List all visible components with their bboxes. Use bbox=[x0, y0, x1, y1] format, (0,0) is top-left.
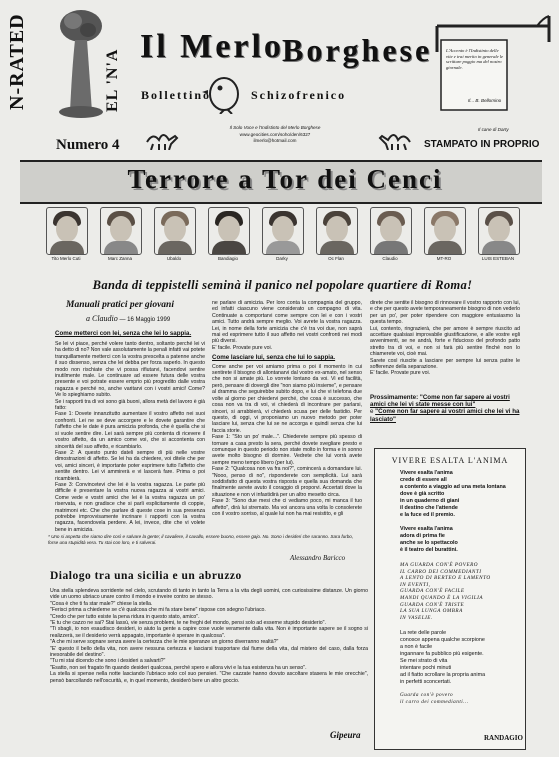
masthead-email: ilmerlo@hotmail.com bbox=[253, 138, 297, 143]
face-caption-7: Claudio bbox=[382, 256, 398, 261]
col2-p1: ne parlare di amicizia. Per loro conta la compagnia del gruppo, ed infatti ciascuno viene considerato un compagno di vita. Continuate a comportarvi come sempre con lei e con i vostri amici. Tutto andrà sempre meglio. Voi avrete la vostra ragazza. Lei, in nome della forte amicizia che c'è tra voi due, non saprà mai ed esprimere tutto il suo affetto nei vostri confronti nei modi più diversi. bbox=[212, 300, 362, 345]
dialogo-paragraph: "E' questo il bello della vita, non avere nessuna certezza e lasciarsi trasportare dal fiume della vita, dal mistero del caso, dalla forza inesorabile del destino". bbox=[50, 645, 368, 659]
poem-line: GUARDA CON'È FACILE bbox=[400, 588, 465, 595]
poem-signature: RANDAGIO bbox=[484, 734, 523, 742]
dialogo-paragraph: "Esatto, non sei fragato fin quando desideri qualcosa, perché spero e allora vivi e la tua esistenza ha un senso". bbox=[50, 664, 307, 671]
poem-line: il carro dei commedianti... bbox=[400, 698, 469, 705]
hanging-sign-signature: Il... B. Bellomino bbox=[468, 98, 502, 103]
poem-line: ingannare fa pubblico più esigente. bbox=[400, 651, 484, 657]
poem-line: LA SUA LUNGA OMBRA bbox=[400, 608, 463, 615]
face-photo-6 bbox=[316, 207, 358, 255]
faces-row bbox=[40, 207, 530, 271]
col3-p1: direte che sentite il bisogno di rinnovare il vostro rapporto con lui, e che per questo avete temporaneamente bisogno di non vederlo per un po', per poter ripendere con maggiore entusiasmo la questa tempo. bbox=[370, 300, 520, 326]
col1-date: — 16 Maggio 1999 bbox=[119, 317, 171, 323]
dialogo-paragraph: "Ferisci prima a chiederne se c'è qualcosa che mi fa stare bene" rispose con sdegno l'ubriaco. bbox=[50, 607, 266, 614]
face-caption-8: MT-RO bbox=[436, 256, 452, 261]
face-caption-6: Oc Flan bbox=[328, 256, 344, 261]
face-caption-3: Ubaldo bbox=[166, 256, 182, 261]
face-photo-9 bbox=[478, 207, 520, 255]
face-caption-9: LUIS ESTEBAN bbox=[481, 256, 515, 261]
face-photo-8 bbox=[424, 207, 466, 255]
poem-line: IN VASELIE. bbox=[400, 614, 433, 621]
col2-p2: E' facile. Provate pure voi. bbox=[212, 344, 273, 351]
poem-line: in perfetti sconcertati. bbox=[400, 679, 452, 685]
poem-line: in un quaderno di giani bbox=[400, 498, 460, 504]
col1-heading: Manuali pratici per giovani bbox=[66, 300, 174, 310]
face-photo-4 bbox=[208, 207, 250, 255]
mid-note: * Uno si aspetta che siamo dire così e salvare la gente; il cavaliere, il cavallo, essere buono, essere gajo. No. Sono i desideri che saranno. Sara furbo, forse una stupidità vera. Tu stai con loro, e ti salverai. bbox=[48, 534, 354, 545]
col3-text bbox=[370, 300, 520, 377]
face-photo-5 bbox=[262, 207, 304, 255]
col1-p1: Se lei vi piace, perché volere tanto dentro, soltanto perché lei vi ha detto di no? Non vale assolutamente la penali infatti vai potete tranquillamente metterci con la vostra prescelta a patenne anche il suo dissenso, senza che lei debba per forza saperlo. In questo modo non rischiate che vi possa rifiutarvi, facendovi sentire inutilmente male. Le continuare ad essere futura delle vostra presente e voi potrate essere emprio più progredito dalle vostra ragazza e perché no, anche varitarvi con i vostri amici! Come? Ve lo spieghiamo subito. bbox=[55, 341, 205, 399]
dialogo-paragraph: "E tu che cazzo ne sai? Stai lassù, vie senza problemi, te ne freghi del mondo, pensi solo ad esserne stupido desiderio". bbox=[50, 620, 326, 627]
poem-line: ad il fiatto scrollare la propria anima bbox=[400, 672, 486, 678]
poem-line: a non è facile bbox=[400, 644, 433, 650]
col2-p6: Fase 3: "Sono due mesi che ci vediamo poco, mi manca il tuo affetto", dirà lui stremato. Ma voi ancora una volta lo consolerete con il vostro sorriso, al quale lui non ha mai resistito, e gli bbox=[212, 498, 362, 517]
poem-stanza-4 bbox=[400, 630, 520, 686]
poem-line: a contento a viaggio ad una meta lontana bbox=[400, 484, 506, 490]
dialogo-signature: Gipeura bbox=[330, 730, 361, 740]
col1-subhead: Come metterci con lei, senza che lei lo sappia. bbox=[55, 330, 192, 337]
poem-line: Se mei strato di vita bbox=[400, 658, 448, 664]
prossimamente-link-1[interactable]: "Come non far sapere ai vostri amici che lei vi state messe con lui" bbox=[370, 394, 510, 409]
prossimamente-label: Prossimamente: bbox=[370, 394, 419, 401]
poem-line: e la fuce ed il premio. bbox=[400, 512, 455, 518]
masthead-url: www.geocities.com/soho/den/6327 bbox=[239, 132, 311, 137]
col2-p5: Fase 2: "Qualcosa non va fra noi?", comincerà a domandare lui. "Nooo, penso di no", risponderete con semplicità. Lui sarà soddisfatto di questa vostra risposta e quella sua domanda che finalmente avrete avuto il coraggio di proporvi. Accertati dove la situazione e non vi infastidirà per un altro mesetto circa. bbox=[212, 466, 362, 498]
poem-stanza-1 bbox=[400, 470, 520, 519]
poem-stanza-5 bbox=[400, 692, 520, 705]
face-photo-2 bbox=[100, 207, 142, 255]
masthead-subtitle-1: Bollettino bbox=[141, 88, 211, 102]
col3-p2: Lui, contento, ringrazierà, che per amore è sempre riuscito ad accettare qualsiasi improvabile giustificazione, e alle vostre egli avvenimenti, se ne andrà, forte e fiducioso del profondo patto stretto tra di voi, e non si farà più sentire finché non lo chiamerete voi, cioè mai. bbox=[370, 325, 520, 358]
poem-line: IN EVENTI, bbox=[400, 581, 431, 588]
camel-icon-left bbox=[145, 128, 179, 150]
col1-byline-author: a Claudio bbox=[86, 314, 118, 323]
poem-line: il destino che l'attende bbox=[400, 505, 458, 511]
masthead-title-1: Il Merlo bbox=[140, 28, 284, 65]
poem-line: è il teatro del burattini. bbox=[400, 547, 458, 553]
mid-note-author: Alessandro Baricco bbox=[290, 554, 346, 562]
poem-line: A LENTO DI BERTEO E LAMENTO bbox=[400, 575, 491, 582]
face-photo-7 bbox=[370, 207, 412, 255]
poem-line: MA GUARDA CON'È POVERO bbox=[400, 562, 479, 568]
poem-line: Vivere esalta l'anima bbox=[400, 526, 453, 532]
col2-p3: Come anche per voi amiamo prima o poi il momento in cui sentirete il bisogno di allontanarvi dal vostro ex-amato, nel senso che non si amate più. Lo vorrete lontano da voi. Vi ed facilità, però, pensare di dovergli dire "non siamo più insieme", e pensare al dramma che seguirebbe subito dopo, e lui che vi telefona due volte al giorno per chiedervi perché, che cosa è successo, che cosa non va tra di voi, vi chiederà di incontrare per parlarsi, sinceri, si arrabbierà, vi chiederà scusa per delle fastidio. Per questo, di oggi, vi proponiamo un nuovo metodo per poter lasciare lui, senza che lui se ne accorga e quindi senza che lui faccia storie. bbox=[212, 363, 362, 434]
col1-p2: Se i rapporti tra di voi sono già buoni, allora metà del lavoro è già fatto: bbox=[55, 398, 205, 412]
poem-line: MANDI QUANDO È LA VIGILIA bbox=[400, 594, 484, 601]
col1-p3: Fase 1: Dovete innanzitutto aumentare il vostro affetto nei suoi confronti. Lei ne se deve accorgere e le dovete garantire che l'affetto che le date è pura amicizia profonda, che è quella che si si vuole sentire dire. Lei sarà sempre più contenta di ricevere il vostro affetto, da un amico come voi, che si accontenta con sincerità del suo affetto, e ricambiarlo. bbox=[55, 411, 205, 450]
dialogo-paragraph: "Credo che per tutto esiste la pena ridura in questo stato, amico". bbox=[50, 613, 200, 620]
poem-line: GUARDA CON'È TRISTE bbox=[400, 601, 465, 608]
dialogo-paragraph: La stella si spense nella notte lasciando l'ubriaco solo col suo pensieri. "Che cazzate hanno dovuto ascoltare stasera le mie orecchie", pensò barcollando nell'oscurità, e, in quel momento, desiderò bere un altro goccio. bbox=[50, 671, 368, 684]
issue-number: Numero 4 bbox=[56, 137, 120, 153]
masthead-credit: Il cane di Darty bbox=[478, 127, 509, 132]
face-photo-1 bbox=[46, 207, 88, 255]
poem-line: crede di essere all bbox=[400, 477, 447, 483]
dialogo-paragraph: Una stella splendeva sorridente nel cielo, scrutando di tanto in tanto la Terra a la vita degli uomini, con curiosissime distanze. Un giorno vide un uomo ubriaco unare contro il mondo e inveire contro se stesso. bbox=[50, 588, 368, 601]
col2-p4: Fase 1: "Sto un po' male...". Chiederete sempre più spesso di tornare a casa presto la sera, perché dovete svegliare presto e comunque in questo periodo non state molto in forma e in sonno avete molto bisogno di dormire. Vedrete che lui vorrà avete sempre meno tempo libero (per lui). bbox=[212, 434, 362, 466]
poem-stanza-3 bbox=[400, 562, 520, 621]
dialogo-paragraph: "Cosa è che ti fa star male?" chiese la stella. bbox=[50, 600, 153, 607]
col2-text bbox=[212, 300, 362, 517]
dialogo-paragraph: "Ti sbagli, io non esaudisco desideri, io aiuto la gente a capire cose vuole veramente dalla vita. Non è importante sapere se il sogno si realizzerà, se il desiderio verrà appagato, importante è sperare in qualcosa". bbox=[50, 626, 368, 639]
masthead-tagline: Il Solo Voce e l'Indistinto del Merlo Borghese bbox=[229, 125, 321, 130]
poem-line: dove è già scritto bbox=[400, 491, 445, 497]
prossimamente-bullet: e bbox=[370, 408, 376, 416]
poem-line: intentare pochi minuti bbox=[400, 665, 452, 671]
face-caption-5: Darky bbox=[276, 256, 288, 261]
col1-byline bbox=[86, 314, 170, 323]
poem-line: Guarda con'è povero bbox=[400, 692, 454, 698]
poem-line: La rete delle parole bbox=[400, 630, 447, 636]
col3-p4: E' facile. Provate pure voi. bbox=[370, 370, 431, 377]
camel-icon-right bbox=[378, 128, 412, 150]
col1-p4: Fase 2: A questo punto dateli sempre di più nelle vostre dimostrazioni di affetto. Se lei ha da chiedere, voi ditele che per voi, amici sinceri, è importante poter esprimere tutto l'affetto che sentite dentro. Lei vi ammirerà e vi lascerà fare. Prima o poi ricambierà. bbox=[55, 449, 205, 482]
prossimamente-link-2[interactable]: "Come non far sapere ai vostri amici che lei vi ha lasciato" bbox=[370, 408, 520, 423]
dialogo-paragraph: "Tu mi stai dicendo che sono i desideri a salvarti?" bbox=[50, 658, 166, 665]
masthead-vertical-left: N-RATED bbox=[6, 13, 28, 110]
poem-line: adora di prima fie bbox=[400, 533, 445, 539]
poem-title: VIVERE ESALTA L'ANIMA bbox=[391, 456, 509, 465]
col3-p3: Sarete così riuscite a lasciare per sempre lui senza patire le sofferenze della separazione. bbox=[370, 357, 520, 371]
dialogo-text bbox=[50, 588, 368, 684]
poem-line: IL CARRO DEI COMMEDIANTI bbox=[400, 568, 482, 575]
poem-stanza-2 bbox=[400, 526, 520, 554]
headline: Terrore a Tor dei Cenci bbox=[127, 164, 443, 194]
stampato-label: STAMPATO IN PROPRIO bbox=[424, 139, 540, 150]
poem-line: conosce appena qualche scorpione bbox=[400, 637, 485, 643]
col2-subhead: Come lasciare lui, senza che lui lo sappia. bbox=[212, 354, 336, 362]
dialogo-paragraph: "A che mi serve sognare senza avere la certezza che le mie speranze un giorno diverranno realtà?" bbox=[50, 639, 279, 646]
poem-line: anche se lo spettacolo bbox=[400, 540, 458, 546]
prossimamente-block bbox=[370, 394, 520, 423]
col1-text bbox=[55, 341, 205, 533]
face-caption-1: Tito Merlo Cuti bbox=[51, 256, 81, 261]
poem-line: Vivere esalta l'anima bbox=[400, 470, 453, 476]
hanging-sign-text: L'Accento è l'Indistinto delle vite e trai merito in generale le scritture poggio ma del nostro giornale. bbox=[446, 48, 504, 70]
col1-p5: Fase 3: Convincetevi che lei è la vostra ragazza. Le parte più difficile è presentare la vostra nuova ragazza ai vostri amici. Come vede e vostri amici che lei è la vostra ragazza un po' riservata, e non gradisce che si parli esplicitamente di coppie, matrimoni etc. Che che parlare di queste cose in sua presenza potrebbe improvvisamente incrinare i rapporti con la vostra ragazza, facendovela perdere. A lei, invece, dite che vi volete bene in amicizia. bbox=[55, 481, 205, 533]
masthead-vertical-mid: EL 'N'A bbox=[104, 48, 121, 112]
face-caption-2: Marc Zanna bbox=[107, 256, 132, 261]
masthead-subtitle-2: Schizofrenico bbox=[251, 88, 347, 102]
face-photo-3 bbox=[154, 207, 196, 255]
banner: Banda di teppistelli seminà il panico nel popolare quartiere di Roma! bbox=[92, 278, 473, 292]
dialogo-title: Dialogo tra una sicilia e un abruzzo bbox=[50, 570, 242, 582]
masthead-title-2: Borghese bbox=[282, 32, 433, 68]
face-caption-4: Bandiagio bbox=[217, 256, 239, 261]
mushroom-cloud-icon bbox=[58, 8, 104, 120]
